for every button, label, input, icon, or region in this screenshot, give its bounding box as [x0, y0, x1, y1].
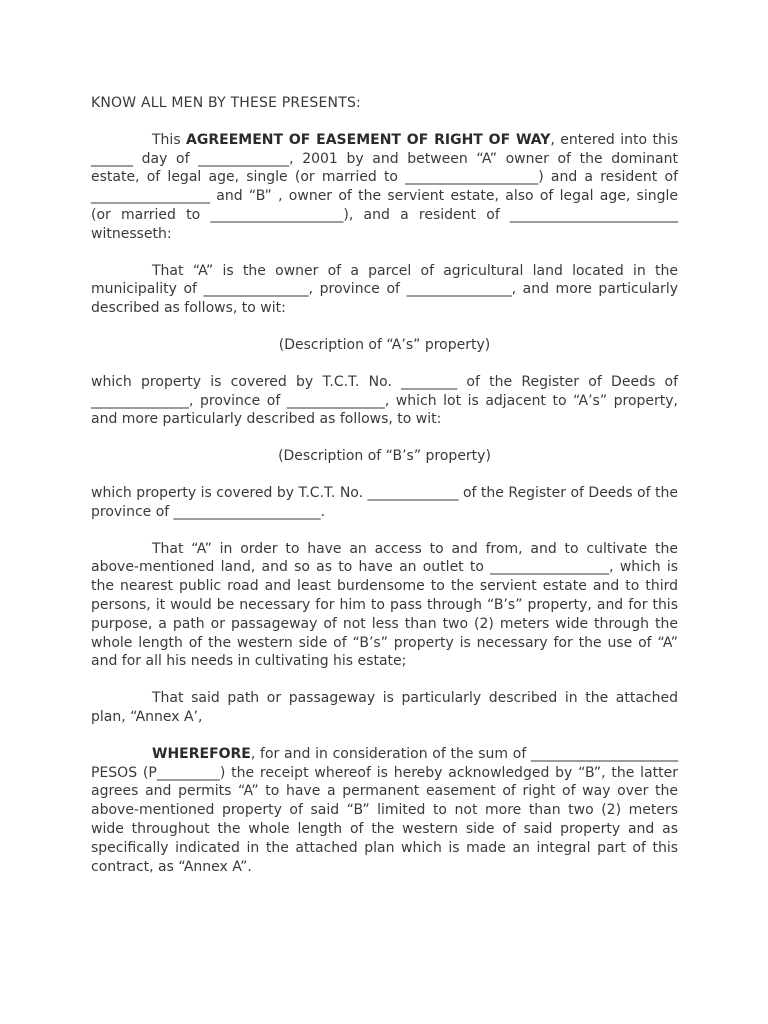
paragraph-agreement-intro-text: , entered into this ______ day of _____________, 2001 by and between “A” owner of the dominant estate, of legal age, single (or married to ___________________) and a resident of _________________ and “B” , owner of the servient estate, also of legal age, single (or married to ___________________), and a resident of ________________________ witnesseth:	[91, 131, 679, 242]
agreement-title: AGREEMENT OF EASEMENT OF RIGHT OF WAY	[186, 131, 551, 148]
paragraph-access-need: That “A” in order to have an access to and from, and to cultivate the above-mentioned land, and so as to have an outlet to _________________, which is the nearest public road and least burdensome to the servient estate and to third persons, it would be necessary for him to pass through “B’s” property, and for this purpose, a path or passageway of not less than two (2) meters wide through the whole length of the western side of “B’s” property is necessary for the use of “A” and for all his needs in cultivating his estate;	[91, 540, 678, 670]
description-b-placeholder: (Description of “B’s” property)	[278, 448, 491, 465]
paragraph-ownership-a: That “A” is the owner of a parcel of agricultural land located in the municipality of _______________, province of _______________, and more particularly described as follows, to wit:	[91, 262, 678, 317]
paragraph-tct-b: which property is covered by T.C.T. No. _____________ of the Register of Deeds of the province of _____________________.	[91, 484, 678, 520]
paragraph-wherefore-text: , for and in consideration of the sum of _____________________ PESOS (P_________) the receipt whereof is hereby acknowledged by “B”, the latter agrees and permits “A” to have a permanent easement of right of way over the above-mentioned property of said “B” limited to not more than two (2) meters wide throughout the whole length of the western side of said property and as specifically indicated in the attached plan which is made an integral part of this contract, as “Annex A”.	[91, 745, 678, 875]
wherefore-label: WHEREFORE	[152, 745, 251, 762]
document-heading: KNOW ALL MEN BY THESE PRESENTS:	[91, 95, 361, 111]
paragraph-passageway-plan: That said path or passageway is particularly described in the attached plan, “Annex A’,	[91, 690, 678, 725]
description-a-placeholder: (Description of “A’s” property)	[278, 336, 491, 353]
paragraph-wherefore	[91, 745, 678, 877]
paragraph-agreement-intro	[91, 131, 678, 244]
paragraph-agreement-intro-lead: This	[152, 131, 187, 148]
paragraph-tct-a: which property is covered by T.C.T. No. ________ of the Register of Deeds of ______________, province of ______________, which lot is adjacent to “A’s” property, and more particularly described as follows, to wit:	[91, 373, 678, 428]
document-body	[91, 94, 678, 894]
